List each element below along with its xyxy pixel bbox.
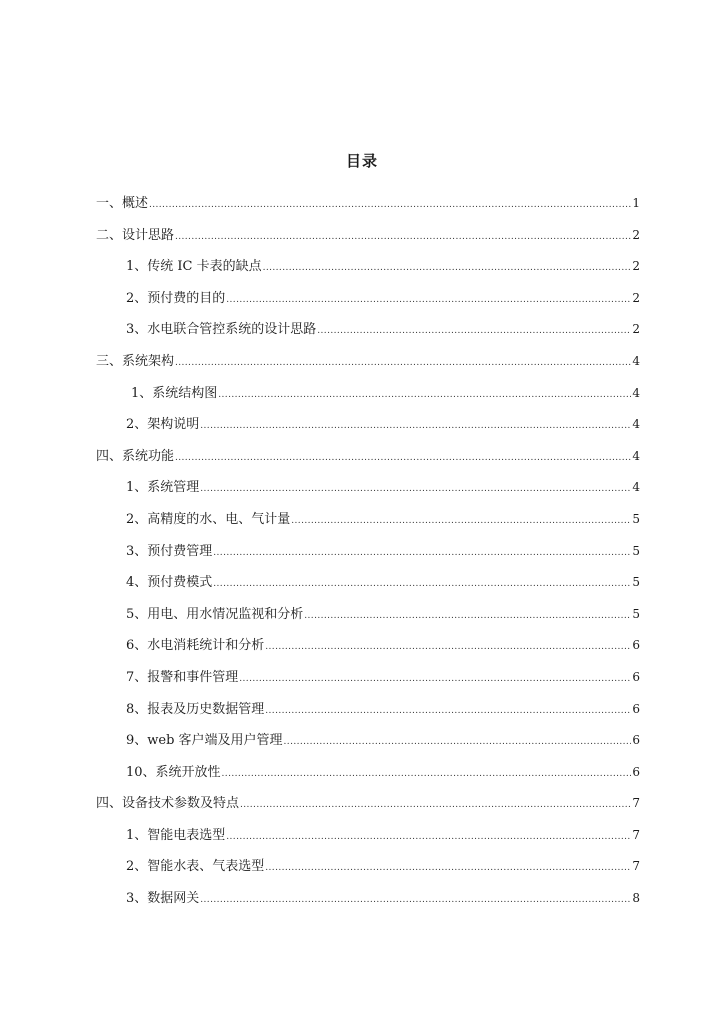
toc-entry[interactable] <box>96 413 640 445</box>
toc-dot-leader <box>213 548 631 558</box>
toc-entry-label: 三、系统架构 <box>96 353 175 369</box>
toc-dot-leader <box>175 232 631 242</box>
toc-dot-leader <box>265 642 631 652</box>
toc-entry[interactable] <box>96 824 640 856</box>
toc-entry-page-number: 4 <box>632 385 640 400</box>
toc-entry-page-number: 2 <box>632 322 640 337</box>
toc-entry-page-number: 6 <box>632 701 640 716</box>
toc-entry-label: 2、架构说明 <box>126 417 200 433</box>
toc-entry-page-number: 6 <box>632 669 640 684</box>
toc-entry-page-number: 7 <box>632 859 640 874</box>
toc-entry-page-number: 2 <box>632 290 640 305</box>
toc-entry-page-number: 6 <box>632 638 640 653</box>
toc-entry[interactable] <box>96 792 640 824</box>
toc-dot-leader <box>304 611 631 621</box>
toc-entry-page-number: 1 <box>632 196 640 210</box>
toc-entry-label: 5、用电、用水情况监视和分析 <box>126 606 304 622</box>
toc-entry-label: 4、预付费模式 <box>126 575 213 591</box>
toc-dot-leader <box>222 769 632 779</box>
toc-dot-leader <box>263 263 632 273</box>
toc-entry-label: 10、系统开放性 <box>126 764 221 780</box>
toc-entry-label: 四、设备技术参数及特点 <box>96 796 240 812</box>
toc-entry[interactable] <box>96 287 640 319</box>
toc-entry-page-number: 5 <box>632 575 640 590</box>
toc-entry-page-number: 4 <box>632 480 640 495</box>
toc-entry-label: 1、传统 IC 卡表的缺点 <box>126 259 262 275</box>
toc-dot-leader <box>265 863 631 873</box>
toc-entry[interactable] <box>96 192 640 224</box>
toc-entry-label: 7、报警和事件管理 <box>126 669 239 685</box>
toc-dot-leader <box>175 358 631 368</box>
toc-entry-page-number: 4 <box>632 448 640 463</box>
toc-dot-leader <box>149 200 631 210</box>
toc-dot-leader <box>213 579 631 589</box>
toc-entry-label: 2、高精度的水、电、气计量 <box>126 511 291 527</box>
toc-entry-page-number: 5 <box>632 543 640 558</box>
toc-title: 目录 <box>345 152 378 170</box>
toc-dot-leader <box>200 421 631 431</box>
toc-entry[interactable] <box>96 603 640 635</box>
toc-dot-leader <box>317 326 631 336</box>
toc-dot-leader <box>200 895 631 905</box>
toc-entry-page-number: 2 <box>632 227 640 242</box>
toc-entry[interactable] <box>96 571 640 603</box>
toc-entry-page-number: 6 <box>632 764 640 779</box>
toc-entry-page-number: 7 <box>632 796 640 811</box>
toc-entry-label: 9、web 客户端及用户管理 <box>126 733 283 749</box>
toc-entry[interactable] <box>96 255 640 287</box>
toc-entry[interactable] <box>96 729 640 761</box>
toc-entry-page-number: 5 <box>632 511 640 526</box>
toc-entry-page-number: 8 <box>632 891 640 906</box>
toc-entry[interactable] <box>96 855 640 887</box>
toc-entry-label: 四、系统功能 <box>96 448 175 464</box>
toc-entry[interactable] <box>96 224 640 256</box>
toc-dot-leader <box>291 516 631 526</box>
toc-dot-leader <box>240 800 631 810</box>
toc-entry-label: 1、系统管理 <box>126 480 200 496</box>
toc-dot-leader <box>175 453 631 463</box>
toc-entry-label: 3、预付费管理 <box>126 543 213 559</box>
toc-dot-leader <box>218 390 631 400</box>
toc-dot-leader <box>226 832 631 842</box>
toc-entry[interactable] <box>96 540 640 572</box>
toc-list <box>96 192 640 919</box>
toc-entry-label: 一、概述 <box>96 196 149 211</box>
toc-entry-label: 3、水电联合管控系统的设计思路 <box>126 322 317 338</box>
toc-dot-leader <box>284 737 632 747</box>
toc-entry[interactable] <box>96 887 640 919</box>
toc-entry-label: 3、数据网关 <box>126 891 200 907</box>
toc-dot-leader <box>200 484 631 494</box>
toc-entry-label: 1、智能电表选型 <box>126 827 226 843</box>
toc-dot-leader <box>265 706 631 716</box>
toc-dot-leader <box>226 295 631 305</box>
toc-entry-page-number: 5 <box>632 606 640 621</box>
toc-entry-label: 6、水电消耗统计和分析 <box>126 638 265 654</box>
toc-entry-page-number: 4 <box>632 417 640 432</box>
toc-entry[interactable] <box>96 382 640 414</box>
toc-entry[interactable] <box>96 476 640 508</box>
toc-entry-label: 2、预付费的目的 <box>126 290 226 306</box>
toc-entry-label: 8、报表及历史数据管理 <box>126 701 265 717</box>
toc-entry-page-number: 6 <box>632 733 640 748</box>
toc-entry-label: 二、设计思路 <box>96 227 175 243</box>
toc-entry-page-number: 7 <box>632 827 640 842</box>
toc-entry[interactable] <box>96 634 640 666</box>
toc-entry[interactable] <box>96 318 640 350</box>
toc-entry[interactable] <box>96 666 640 698</box>
toc-entry[interactable] <box>96 445 640 477</box>
toc-entry-page-number: 4 <box>632 353 640 368</box>
toc-dot-leader <box>239 674 631 684</box>
toc-entry[interactable] <box>96 761 640 793</box>
toc-entry[interactable] <box>96 350 640 382</box>
toc-entry-label: 2、智能水表、气表选型 <box>126 859 265 875</box>
toc-entry-page-number: 2 <box>632 259 640 274</box>
toc-entry[interactable] <box>96 698 640 730</box>
toc-entry[interactable] <box>96 508 640 540</box>
toc-entry-label: 1、系统结构图 <box>131 385 218 401</box>
